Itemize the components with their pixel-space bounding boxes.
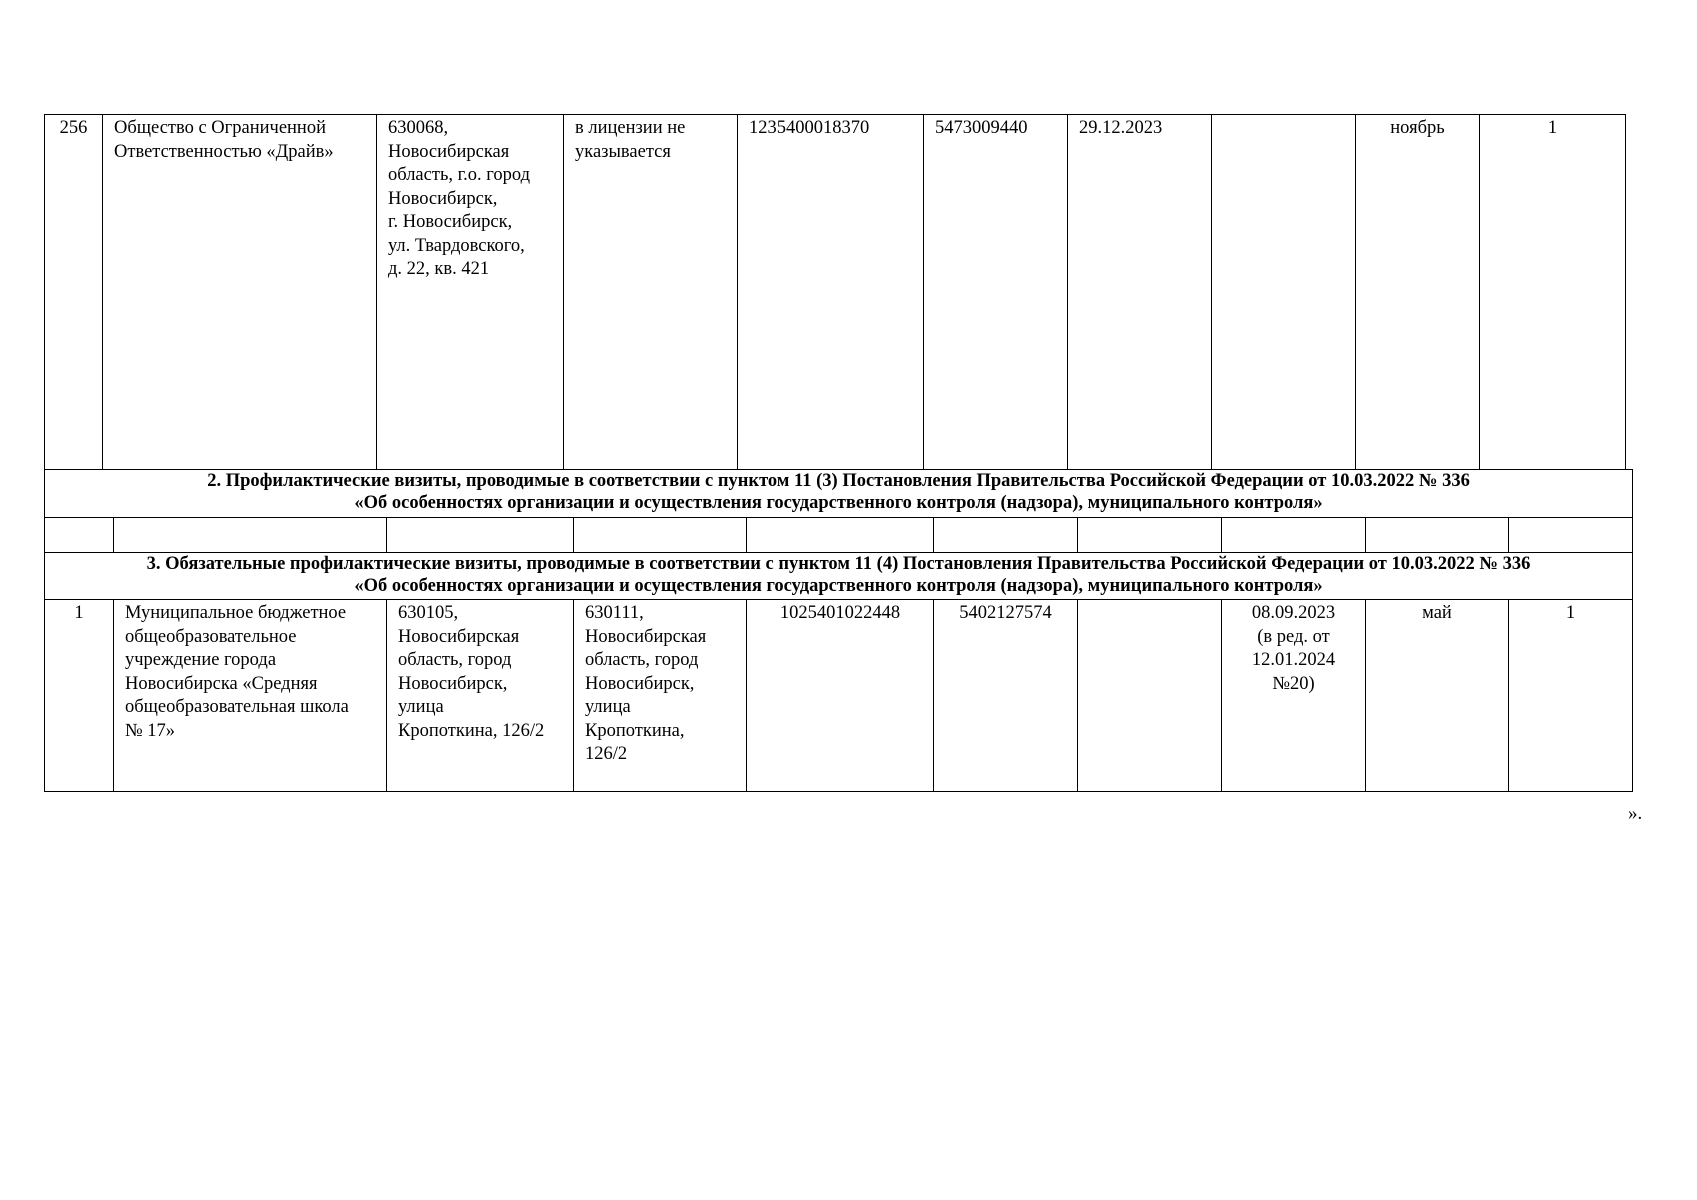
heading-line: 3. Обязательные профилактические визиты, проводимые в соответствии с пунктом 11 (4) Постановления Правительства Российской Федерации от 10.03.2022 № 336 bbox=[146, 554, 1531, 574]
text-line: Новосибирск, bbox=[398, 673, 508, 694]
text-line: 12.01.2024 bbox=[1251, 650, 1336, 670]
text-line: д. 22, кв. 421 bbox=[388, 259, 490, 279]
month-cell: ноябрь bbox=[1356, 115, 1480, 470]
text-line: общеобразовательное bbox=[125, 626, 297, 647]
text-line: область, город bbox=[398, 650, 512, 670]
legal-address bbox=[377, 115, 564, 470]
ogrn-cell: 1025401022448 bbox=[747, 600, 934, 792]
section-3-header-row bbox=[45, 553, 1633, 600]
text-line: Кропоткина, bbox=[585, 720, 685, 741]
table-row bbox=[45, 600, 1633, 792]
text-line: Новосибирская bbox=[388, 141, 510, 162]
text-line: Общество с Ограниченной bbox=[114, 118, 326, 138]
empty-cell bbox=[1212, 115, 1356, 470]
inn-cell: 5473009440 bbox=[924, 115, 1068, 470]
empty-cell bbox=[747, 518, 934, 553]
text-line: 630111, bbox=[585, 603, 644, 623]
count-cell: 1 bbox=[1509, 600, 1633, 792]
text-line: (в ред. от bbox=[1257, 626, 1330, 647]
table-row bbox=[45, 115, 1626, 470]
row-number: 1 bbox=[45, 600, 114, 792]
heading-line: «Об особенностях организации и осуществления государственного контроля (надзора), муниципального контроля» bbox=[354, 576, 1323, 596]
text-line: Новосибирск, bbox=[388, 188, 498, 209]
text-line: в лицензии не bbox=[575, 118, 686, 138]
ogrn-cell: 1235400018370 bbox=[738, 115, 924, 470]
empty-cell bbox=[574, 518, 747, 553]
section-2-heading bbox=[45, 470, 1633, 518]
text-line: общеобразовательная школа bbox=[125, 697, 349, 717]
text-line: область, город bbox=[585, 650, 699, 670]
text-line: Новосибирская bbox=[398, 626, 520, 647]
activity-place bbox=[574, 600, 747, 792]
empty-cell bbox=[1366, 518, 1509, 553]
text-line: № 17» bbox=[125, 720, 176, 741]
text-line: 630068, bbox=[388, 118, 449, 138]
heading-line: «Об особенностях организации и осуществления государственного контроля (надзора), муниципального контроля» bbox=[354, 493, 1323, 513]
text-line: область, г.о. город bbox=[388, 165, 531, 185]
text-line: Муниципальное бюджетное bbox=[125, 603, 347, 623]
heading-line: 2. Профилактические визиты, проводимые в соответствии с пунктом 11 (3) Постановления Правительства Российской Федерации от 10.03.2022 № 336 bbox=[207, 471, 1470, 491]
section-3-heading bbox=[45, 553, 1633, 600]
text-line: учреждение города bbox=[125, 650, 277, 670]
text-line: Новосибирская bbox=[585, 626, 707, 647]
text-line: Новосибирск, bbox=[585, 673, 695, 694]
text-line: 630105, bbox=[398, 603, 459, 623]
activity-place bbox=[564, 115, 738, 470]
count-cell: 1 bbox=[1480, 115, 1626, 470]
text-line: 126/2 bbox=[585, 744, 628, 764]
empty-cell bbox=[387, 518, 574, 553]
text-line: г. Новосибирск, bbox=[388, 212, 513, 232]
closing-quote: ». bbox=[1628, 803, 1643, 824]
empty-cell bbox=[114, 518, 387, 553]
empty-cell bbox=[1222, 518, 1366, 553]
text-line: Кропоткина, 126/2 bbox=[398, 720, 545, 741]
empty-cell bbox=[1078, 518, 1222, 553]
empty-cell bbox=[1509, 518, 1633, 553]
text-line: №20) bbox=[1272, 673, 1315, 694]
org-name bbox=[114, 600, 387, 792]
date-cell: 29.12.2023 bbox=[1068, 115, 1212, 470]
date-cell bbox=[1222, 600, 1366, 792]
empty-row bbox=[45, 518, 1633, 553]
text-line: 08.09.2023 bbox=[1251, 603, 1336, 623]
row-number: 256 bbox=[45, 115, 103, 470]
inn-cell: 5402127574 bbox=[934, 600, 1078, 792]
month-cell: май bbox=[1366, 600, 1509, 792]
section-2-header-row bbox=[45, 470, 1633, 518]
empty-cell bbox=[45, 518, 114, 553]
text-line: улица bbox=[398, 697, 444, 717]
text-line: Ответственностью «Драйв» bbox=[114, 141, 334, 162]
text-line: Новосибирска «Средняя bbox=[125, 673, 318, 694]
empty-cell bbox=[934, 518, 1078, 553]
empty-cell bbox=[1078, 600, 1222, 792]
text-line: ул. Твардовского, bbox=[388, 235, 525, 256]
legal-address bbox=[387, 600, 574, 792]
registry-table-sections bbox=[44, 469, 1633, 792]
registry-table-row-256 bbox=[44, 114, 1626, 470]
text-line: указывается bbox=[575, 141, 671, 162]
text-line: улица bbox=[585, 697, 631, 717]
org-name bbox=[103, 115, 377, 470]
